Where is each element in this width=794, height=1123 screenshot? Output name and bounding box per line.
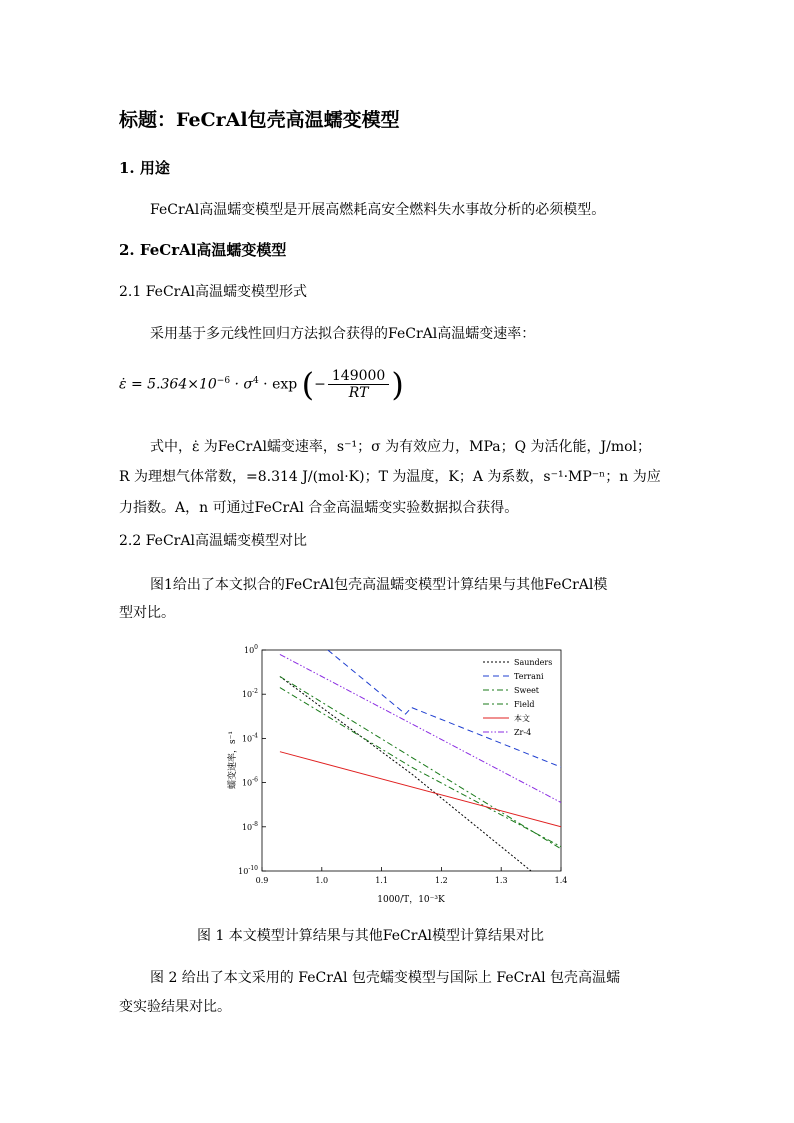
y-tick-label: $10^{-2}$ <box>241 688 258 700</box>
eq-sigma: · σ <box>230 376 253 393</box>
legend-label: Zr-4 <box>514 728 532 737</box>
figure-1-caption: 图 1 本文模型计算结果与其他FeCrAl模型计算结果对比 <box>197 928 545 944</box>
eq-sigma-exponent: 4 <box>252 375 259 386</box>
legend-label: Field <box>514 700 535 709</box>
eq-lhs: ε̇ = 5.364×10 <box>119 376 217 393</box>
x-tick-label: 1.0 <box>315 876 329 885</box>
eq-left-paren: ( <box>301 365 315 404</box>
eq-denominator: RT <box>348 385 369 401</box>
variables-paragraph-line-2: R 为理想气体常数，=8.314 J/(mol·K)；T 为温度，K；A 为系数，s⁻¹·MP⁻ⁿ；n 为应 <box>119 469 661 485</box>
figure-2-intro-line-1: 图 2 给出了本文采用的 FeCrAl 包壳蠕变模型与国际上 FeCrAl 包壳高温蠕 <box>150 970 621 986</box>
y-axis-label: 蠕变速率，s⁻¹ <box>228 731 238 789</box>
x-tick-label: 0.9 <box>255 876 269 885</box>
eq-right-paren: ) <box>391 365 404 404</box>
figure-1-intro-line-2: 型对比。 <box>119 605 175 621</box>
eq-fraction <box>328 368 389 401</box>
creep-rate-chart <box>215 640 585 910</box>
eq-exp-function: · exp <box>258 376 298 393</box>
eq-numerator: 149000 <box>328 368 389 385</box>
y-tick-label: $10^0$ <box>243 644 258 655</box>
page-title: 标题：FeCrAl包壳高温蠕变模型 <box>119 109 400 131</box>
y-tick-label: $10^{-8}$ <box>241 820 258 832</box>
x-tick-label: 1.2 <box>435 876 448 885</box>
x-tick-label: 1.4 <box>554 876 568 885</box>
x-tick-label: 1.3 <box>494 876 508 885</box>
subsection-2-2-heading: 2.2 FeCrAl高温蠕变模型对比 <box>119 533 307 549</box>
x-tick-label: 1.1 <box>375 876 388 885</box>
section-1-text: FeCrAl高温蠕变模型是开展高燃耗高安全燃料失水事故分析的必须模型。 <box>150 202 606 218</box>
creep-rate-equation <box>119 365 404 404</box>
section-1-heading: 1. 用途 <box>119 159 170 177</box>
variables-paragraph-line-1: 式中，ε̇ 为FeCrAl蠕变速率，s⁻¹；σ 为有效应力，MPa；Q 为活化能，J/mol； <box>150 439 652 455</box>
legend-label: 本文 <box>514 714 530 723</box>
plot-frame <box>262 650 561 871</box>
legend-label: Sweet <box>514 686 540 695</box>
legend-label: Saunders <box>514 658 553 667</box>
y-tick-label: $10^{-4}$ <box>241 732 258 744</box>
legend-label: Terrani <box>514 672 544 681</box>
x-axis-label: 1000/T，10⁻³K <box>377 895 445 905</box>
variables-paragraph-line-3: 力指数。A，n 可通过FeCrAl 合金高温蠕变实验数据拟合获得。 <box>119 500 519 516</box>
y-tick-label: $10^{-6}$ <box>241 776 258 788</box>
y-tick-label: $10^{-10}$ <box>238 865 258 876</box>
eq-minus: − <box>314 376 326 393</box>
section-2-heading: 2. FeCrAl高温蠕变模型 <box>119 241 287 259</box>
figure-2-intro-line-2: 变实验结果对比。 <box>119 999 231 1015</box>
eq-exponent: −6 <box>216 375 231 386</box>
equation-intro: 采用基于多元线性回归方法拟合获得的FeCrAl高温蠕变速率： <box>150 326 536 342</box>
figure-1-intro-line-1: 图1给出了本文拟合的FeCrAl包壳高温蠕变模型计算结果与其他FeCrAl模 <box>150 577 608 593</box>
subsection-2-1-heading: 2.1 FeCrAl高温蠕变模型形式 <box>119 284 307 300</box>
